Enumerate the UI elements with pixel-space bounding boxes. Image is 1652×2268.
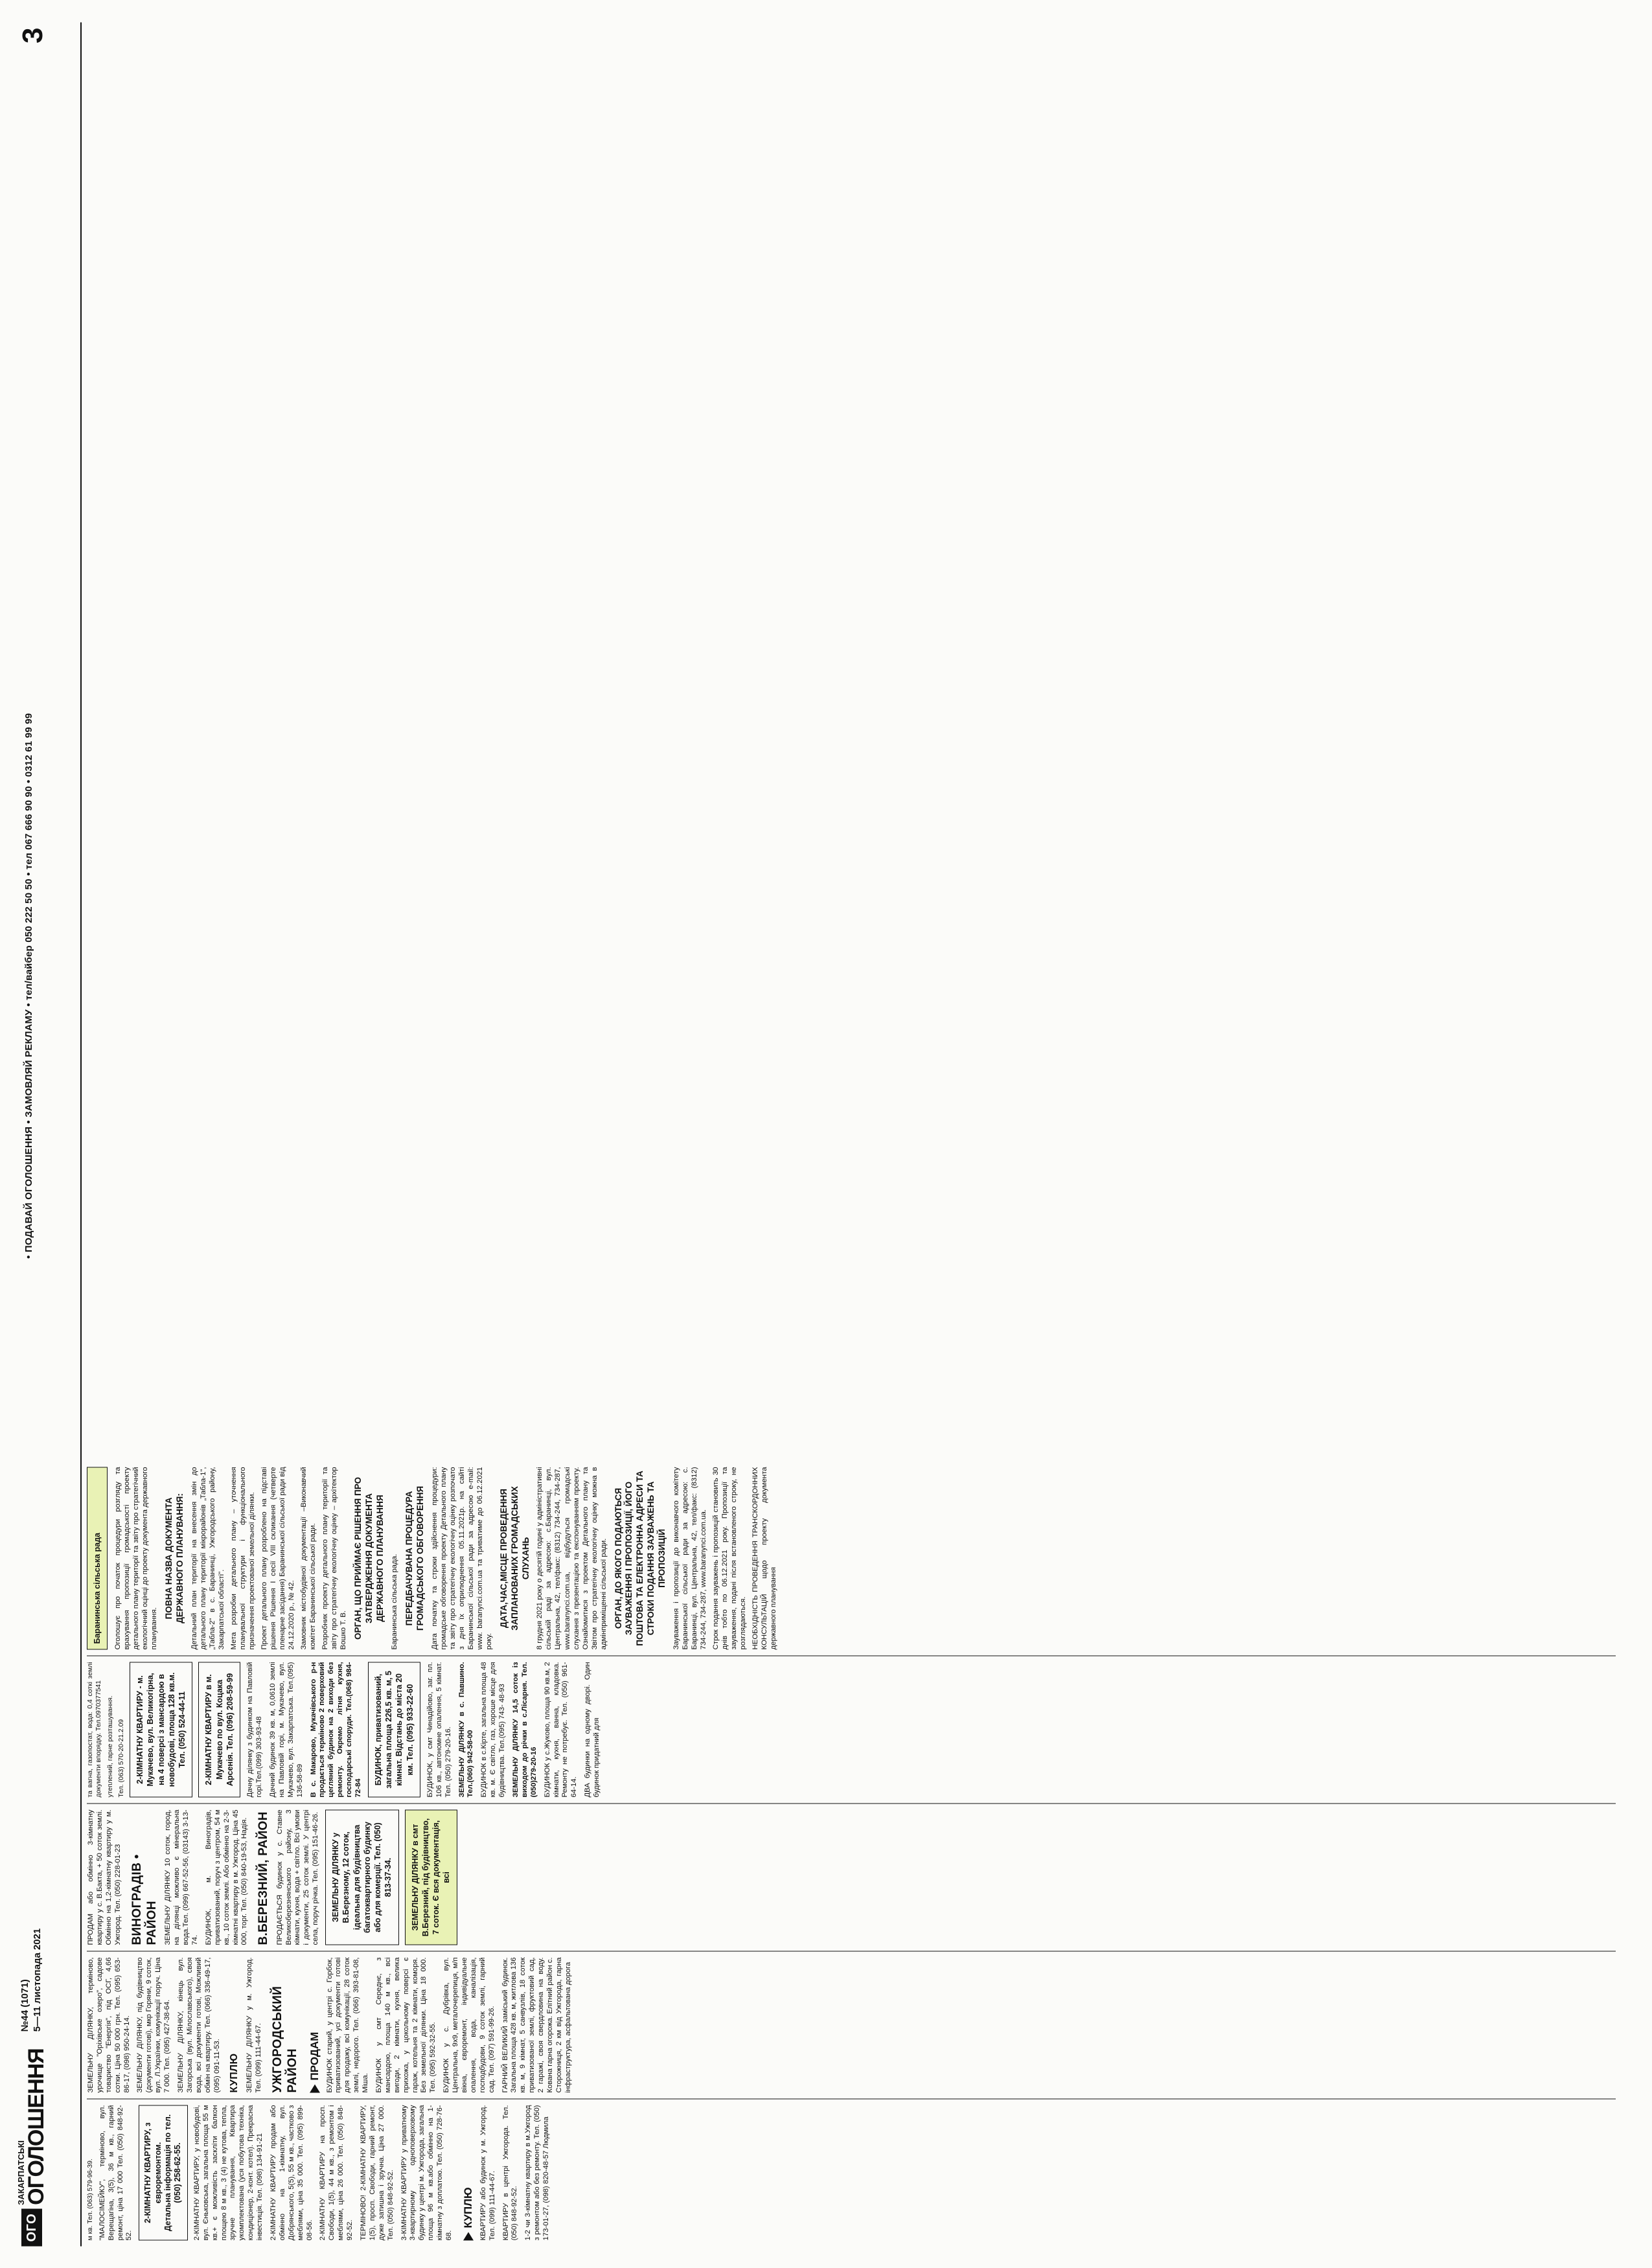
- ad-item: КВАРТИРУ або будинок у м. Ужгород. Тел. (099) 111-44-67.: [479, 2105, 496, 2240]
- ad-item: Дачний будинок 39 кв. м, 0,0610 землі на Павловій горі, м. Мукачево, вул. Мукачево, вул. Закарпатська. Тел.(095) 136-58-89: [268, 1662, 304, 1797]
- section-district-heading-vynohradiv: ВИНОГРАДІВ • РАЙОН: [130, 1853, 159, 1945]
- column-5-official-notice: [87, 1461, 1616, 1655]
- ad-item: БУДИНОК, м. Виноградів, приватизований, поруч з центром, 54 м кв., 10 соток землі. Або обмінно на 2-3-кімнатні квартиру в м. Ужгород. Ціна 45 000, торг. Тел. (050) 840-19-53, Надія.: [204, 1809, 249, 1945]
- column-3: [87, 1803, 1616, 1951]
- ad-fragment: та вагна, газопостат, вода: 0,4 соткі землі документи впорядку. Тел.0970377541: [87, 1662, 102, 1797]
- ad-item: ПРОДАМ або обмінно 3-кімнатну квартиру у с. В.Бакта, + 50 соток землі. Обмінно на 1,2-кімнатну квартиру у м. Ужгород. Тел. (050) 228-01-23: [87, 1809, 122, 1945]
- contact-strip: • ПОДАВАЙ ОГОЛОШЕННЯ • ЗАМОВЛЯЙ РЕКЛАМУ • тел/вайбер 050 222 50 50 • тел 067 666 90 90 • 0312 61 99 99: [23, 713, 34, 1259]
- official-heading: ПОВНА НАЗВА ДОКУМЕНТА ДЕРЖАВНОГО ПЛАНУВАННЯ:: [164, 1493, 185, 1623]
- official-paragraph: 8 грудня 2021 року о десятій годині у адміністративні сільській раді за адресою: с.Баранинці, вул. Центральна, 42, тел/факс: (8312) 734-244, 734-287, www.baranynci.com.ua, відбудуться громадські слухання з презентацією та експонуванням проекту. Ознайомитися з проектом Детального плану та Звітом про стратегічну екологічну оцінку можна в адмінприміщенні сільської ради.: [536, 1467, 608, 1649]
- ad-item: ЗЕМЕЛЬНУ ДІЛЯНКУ, під будівництво (документи готові), мкр Горяни, 9 соток, вул. Л.Українки, комунікації поруч. Ціна 7 000. Тел. (095) 427-38-64.: [136, 1957, 172, 2092]
- ad-item: "МАЛОСІМЕЙКУ", терміново, вул. Верещагіна, 3(5), 36 м кв., гарний ремонт, ціна 17 000 Тел. (050) 848-92-52.: [98, 2105, 133, 2240]
- column-1: [87, 2098, 1616, 2246]
- ad-item: ЗЕМЕЛЬНУ ДІЛЯНКУ, кінець вул. Загорська (вул. Мілославського), своя вода, всі документи готові, Можливий обмін на квартиру. Тел. (066) 336-49-17, (095) 091-11-53.: [177, 1957, 221, 2092]
- section-buy-heading-2: КУПЛЮ: [229, 2053, 240, 2092]
- ad-item: ЗЕМЕЛЬНУ ДІЛЯНКУ 10 соток, город, на ділянці можливо є мінеральна вода.Тел. (099) 667-52-56, (03143) 3-13-74.: [164, 1809, 199, 1945]
- ad-item: Дачну ділянку з будинком на Павловій горі.Тел.(099) 303-93-48: [246, 1662, 264, 1797]
- ad-item: ЗЕМЕЛЬНУ ДІЛЯНКУ у м. Ужгород. Тел. (099) 111-44-67.: [246, 1957, 263, 2092]
- section-district-heading-vberezny: В.БЕРЕЗНИЙ, РАЙОН: [257, 1811, 271, 1945]
- section-buy-heading: [462, 2105, 476, 2240]
- official-paragraph: Оголошує про початок процедури розгляду та врахування пропозиції громадськості проекту детального плану території та звіту про стратегічний екологічний оцінці до проекту документа державного планування.: [114, 1467, 159, 1649]
- ad-item: 2-КІМНАТНУ КВАРТИРУ на просп. Свободи, 1(5), 44 м кв., з ремонтом і меблями, ціна 26 000. Тел. (050) 848-92-52.: [319, 2105, 354, 2240]
- masthead-rule: [80, 22, 82, 2246]
- section-buy-label: КУПЛЮ: [461, 2186, 474, 2228]
- ad-item: В с. Макарово, Мукачівського р-н продається терміново 2 поверховий цегляний будинок на 2 виходи без ремонту. Окремо літня кухня, господарські споруди. Тел.(068) 984-72-84: [309, 1662, 362, 1797]
- page-number: 3: [17, 27, 49, 43]
- arrow-icon: [463, 2232, 474, 2240]
- official-paragraph: Детальний план території на внесення змін до детального плану території мікрорайонів „Табла-1", „Табла-2" в с. Баранинці, Ужгородського району, Закарпатської області".: [190, 1467, 226, 1649]
- issue-date: 5—11 листопада 2021: [31, 1928, 43, 2032]
- ad-item: 1-2 чи 3-кімнатну квартиру в м.Ужгород з ремонтом або без ремонту. Тел. (050) 173-01-27, (098) 820-48-57 Людмила: [524, 2105, 551, 2240]
- ad-item: ПРОДАЄТЬСЯ будинок у с. Ставне Великоберезнянського району, 3 кімнати, кухня, вода + світло. Всі умови і документи, 25 соток землі. У центрі села, поруч річка. Тел. (095) 151-46-26.: [275, 1809, 320, 1945]
- ad-item: ЗЕМЕЛЬНУ ДІЛЯНКУ 14,5 соток із виходом до річки в с.Лісарня. Тел. (050)279-20-16: [512, 1662, 538, 1797]
- official-paragraph: Мета розробки детального плану – уточнення планувальної структури і функціонального призначення проектованої земельної ділянки.: [230, 1467, 257, 1649]
- ad-fragment: м кв. Тел. (063) 579-96-39.: [87, 2158, 94, 2240]
- ad-item: БУДИНОК у с.Жуково, площа 90 кв.м, 2 кімнати, кухня, ванна, кладовка. Ремонту не потребує. Тел. (050) 961-64-14.: [543, 1662, 579, 1797]
- ad-fragment: Тел. (063) 570-20-21.2.09: [118, 1719, 126, 1797]
- official-heading: ПЕРЕДБАЧУВАНА ПРОЦЕДУРА ГРОМАДСЬКОГО ОБГОВОРЕННЯ: [404, 1485, 425, 1631]
- official-heading: ДАТА,ЧАС,МІСЦЕ ПРОВЕДЕННЯ ЗАПЛАНОВАНИХ ГРОМАДСЬКИХ СЛУХАНЬ: [498, 1485, 531, 1631]
- ad-item: ДВА будинки на одному дворі. Один будинок придатний для: [584, 1662, 601, 1797]
- official-paragraph: НЕОБХІДНІСТЬ ПРОВЕДЕННЯ ТРАНСКОРДОННИХ КОНСУЛЬТАЦІЙ щодо проекту документа державного планування: [751, 1467, 778, 1649]
- masthead: [17, 22, 79, 2246]
- column-2: [87, 1951, 1616, 2098]
- ad-item: ЗЕМЕЛЬНУ ДІЛЯНКУ, терміново, урочище "Оріхівське озеро", садове товариство "Енергія", під ОСГ, 4,66 сотки. Ціна 50 000 грн. Тел. (095) 653-86-17, (098) 950-24-14.: [87, 1957, 131, 2092]
- ad-boxed: ЗЕМЕЛЬНУ ДІЛЯНКУ у В.Березному, 12 соток, ідеальна для будівництва багатоквартирного будинку або для комерції. Тел. (050) 813-37-34.: [325, 1809, 399, 1945]
- column-4: [87, 1655, 1616, 1803]
- ad-item: БУДИНОК в с.Кірте, загальна площа 48 кв. м. Є світло, газ, хороше місце для будівництва. Тел.(095) 743- 48-93: [480, 1662, 507, 1797]
- official-heading: ОРГАН, ЩО ПРИЙМАЄ РІШЕННЯ ПРО ЗАТВЕРДЖЕННЯ ДОКУМЕНТА ДЕРЖАВНОГО ПЛАНУВАННЯ: [353, 1476, 385, 1640]
- publication-logo: [17, 2048, 47, 2246]
- official-paragraph: Дата початку та строки здійснення процедури: громадське обговорення проекту Детального плану та звіту про стратегічну екологічну оцінку розпочато з дня їх оприлюднення 05.11.2021р. на сайті Баранинської сільської ради за адресою e-mail: www. baranynci.com.ua та триватиме до 06.12.2021 року.: [430, 1467, 493, 1649]
- ad-boxed: 2-КІМНАТНУ КВАРТИРУ в м. Мукачево по вул. Коцака Арсенія. Тел. (096) 208-59-99: [198, 1662, 240, 1797]
- ad-item: БУДИНОК, у смт Чинадійово, заг. пл. 106 кв., автономне опалення, 5 кімнат. Тел. (050) 279-20-16.: [426, 1662, 452, 1797]
- section-district-heading: УЖГОРОДСЬКИЙ РАЙОН: [270, 1986, 300, 2092]
- ad-headline-box: 2-КІМНАТНУ КВАРТИРУ, з євроремонтом. Детальна інформація по тел. (050) 258-62-55.: [139, 2105, 188, 2240]
- issue-info: [17, 1928, 44, 2032]
- ad-item: КВАРТИРУ в центрі Ужгорода. Тел. (050) 848-92-52.: [501, 2105, 519, 2240]
- ad-item: 2-КІМНАТНУ КВАРТИРУ, у новобудові, вул. Єньковська, загальна площа 55 м кв.+ є можливість заскліти балкон площею 8 м кв., 3 (4) не кутова, тепла, зручне планування, Квартира укомплектована (уся побутова техніка, кондиціонер, 2-конт. котел). Прекрасна інвестиція. Тел. (098) 134-91-21: [192, 2105, 264, 2240]
- ad-item: ТЕРМІНОВО! 2-КІМНАТНУ КВАРТИРУ, 1(5), просп. Свободи, гарний ремонт, дуже затишна і зручна. Ціна 27 000. Тел. (050) 848-92-52.: [360, 2105, 395, 2240]
- official-paragraph: Проект детального плану розроблено на підставі рішення Рішення І сесії VIII скликання (четверте пленарне засідання) Баранинської сільської ради від 24.12.2020 р., № 42.: [260, 1467, 296, 1649]
- official-paragraph: Строк подання зауважень і пропозицій становить 30 днів тобто по 06.12.2021 року. Пропозиції та зауваження, подані після встановленого строку, не розглядаються.: [712, 1467, 748, 1649]
- ad-item: БУДИНОК у с. Дубрівка, вул. Центральна, 9х9, металочерепиця, м/п вікна, євроремонт, індивідуальне опалення, вода, каналізація, господбудови, 9 соток землі, гарний сад. Тел. (097) 591-99-26.: [442, 1957, 496, 2092]
- section-sell-label: ПРОДАМ: [308, 2032, 321, 2080]
- official-paragraph: Розробник проекту детального плану території та звіту про стратегічну екологічну оцінку – архітектор Вошко Т. В.: [321, 1467, 348, 1649]
- brand-big: ОГОЛОШЕННЯ: [23, 2048, 49, 2205]
- ad-boxed-highlight: ЗЕМЕЛЬНУ ДІЛЯНКУ в смт В.Березний, під будівництво, 7 соток. Є вся документація, всі: [405, 1809, 457, 1945]
- logo-badge: ОГО: [21, 2208, 42, 2246]
- section-sell-heading: [308, 1957, 322, 2092]
- ad-boxed: БУДИНОК, приватизований, загальна площа 226,5 кв. м, 5 кімнат. Відстань до міста 20 км. Тел. (095) 933-22-60: [368, 1662, 420, 1797]
- official-paragraph: Баранинська сільська рада.: [390, 1553, 398, 1649]
- ad-item: ЗЕМЕЛЬНУ ДІЛЯНКУ в с. Павшино. Тел.(060) 942-58-00: [457, 1662, 475, 1797]
- ad-item: БУДИНОК старий, у центрі с. Горбок, приватизований, усі документи готові для продажу, всі комунікації, 28 соток землі, недорого. Тел. (066) 393-81-08, Міша.: [325, 1957, 370, 2092]
- arrow-icon: [310, 2084, 320, 2092]
- official-paragraph: Замовник містобудівної документації –Виконавчий комітет Баранинської сільської ради.: [300, 1467, 317, 1649]
- official-heading: ОРГАН, ДО ЯКОГО ПОДАЮТЬСЯ ЗАУВАЖЕННЯ І ПРОПОЗИЦІЇ, ЙОГО ПОШТОВА ТА ЕЛЕКТРОННА АДРЕСИ ТА СТРОКИ ПОДАННЯ ЗАУВАЖЕНЬ ТА ПРОПОЗИЦІЙ: [613, 1470, 667, 1646]
- ad-item: 3-КІМНАТНУ КВАРТИРУ у приватному 3-квартирному одноповерховому будинку у центрі м. Ужгорода, загальна площа 96 м кв.або обмінно на 1-кімнатну з доплатою. Тел. (050) 728-76-68.: [400, 2105, 453, 2240]
- columns-container: [87, 22, 1616, 2246]
- issue-number: №44 (1071): [19, 1978, 30, 2032]
- ad-boxed: 2-КІМНАТНУ КВАРТИРУ - м. Мукачево, вул. Великогірна, на 4 поверсі з мансардою в новобудові, площа 128 кв.м. Тел. (050) 524-44-11: [130, 1662, 192, 1797]
- official-paragraph: Зауваження і пропозиції до виконавчого комітету Баранинської сільської ради за адресою: с. Баранинці, вул. Центральна, 42, тел/факс: (8312) 734-244, 734-287, www.baranynci.com.ua.: [672, 1467, 707, 1649]
- ad-fragment: утеплений, гарне розташування.: [106, 1695, 114, 1797]
- ad-item: 2-КІМНАТНУ КВАРТИРУ продам або обмінно на 1-кімнатну, вул. Добрянського, 5(5), 55 м кв., частково з меблями, ціна 35 000. Тел. (095) 899-08-56.: [269, 2105, 314, 2240]
- official-notice-header: Баранинська сільська рада: [87, 1467, 108, 1649]
- ad-item: ГАРНИЙ ВЕЛИКИЙ заміський будинок. Загальна площа 428 кв. м, житлова 136 кв. м, 9 кімнат, 5 санвузлів, 18 соток приватизованої землі, фруктовий сад, 2 гаражі, своя свердловина на воду. Кована гарна огорожа. Елітний район с. Сторожниця, 2 км від Ужгорода, гарна інфраструктура, асфальтована дорога: [501, 1957, 572, 2092]
- brand-small: ЗАКАРПАТСЬКІ: [16, 2140, 26, 2205]
- ad-item: БУДИНОК у смт Середнє, з мансардою, площа 140 м кв., всі вигоди, 2 кімнати, кухня, велика прихожа, у цокольному поверсі є гараж, котельня та 2 кімнати, коморя. Без земельної ділянки. Ціна 18 000. Тел. (095) 592-32-55.: [375, 1957, 437, 2092]
